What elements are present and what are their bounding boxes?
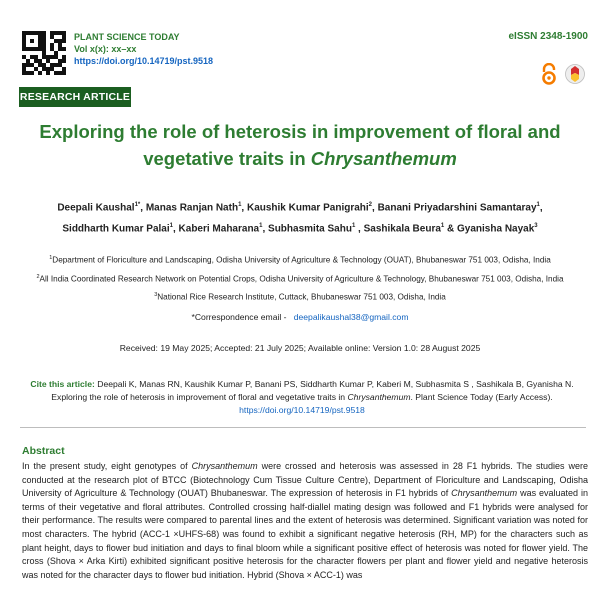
affiliation-text: Department of Floriculture and Landscaping, Odisha University of Agriculture & Technology (OUAT), Bhubaneswar 751 003, Odisha, India — [52, 255, 551, 265]
abstract-italic-term: Chrysanthemum — [191, 461, 258, 471]
affiliation-text: National Rice Research Institute, Cuttack, Bhubaneswar 751 003, Odisha, India — [157, 293, 446, 303]
author-separator: , — [539, 202, 543, 214]
author-separator: , — [140, 202, 146, 214]
author-name: Banani Priyadarshini Samantaray — [377, 202, 537, 214]
author-affiliation-mark: 1 — [440, 223, 445, 230]
author-name: Siddharth Kumar Palai — [62, 223, 170, 235]
abstract-heading: Abstract — [22, 445, 65, 457]
abstract-text-segment: In the present study, eight genotypes of — [22, 461, 192, 471]
citation-label: Cite this article: — [30, 379, 95, 389]
article-type-badge: RESEARCH ARTICLE — [19, 87, 131, 107]
author-line-2 — [20, 217, 580, 238]
author-separator: , — [372, 202, 378, 214]
citation-text-b: . Plant Science Today (Early Access). — [410, 392, 553, 402]
author-affiliation-mark: 1 — [536, 202, 540, 208]
author-affiliation-mark: 3 — [534, 223, 538, 230]
citation — [28, 378, 576, 417]
affiliation-text: All India Coordinated Research Network on Potential Crops, Odisha University of Agriculture & Technology, Bhubaneswar 751 003, Odisha, India — [39, 274, 564, 284]
article-title — [20, 118, 580, 172]
doi-link[interactable]: https://doi.org/10.14719/pst.9518 — [74, 56, 214, 66]
author-affiliation-mark: 1 — [351, 223, 356, 230]
author-affiliation-mark: 1 — [259, 223, 263, 230]
title-main: Exploring the role of heterosis in improvement of floral and vegetative traits in — [39, 121, 561, 169]
author-name: Sashikala Beura — [363, 223, 441, 235]
author-separator: , — [172, 223, 179, 235]
journal-name: PLANT SCIENCE TODAY — [74, 32, 180, 42]
journal-volume: Vol x(x): xx–xx — [74, 44, 137, 54]
affiliation-item — [20, 250, 580, 269]
author-affiliation-mark: 1* — [134, 202, 141, 208]
correspondence-label: *Correspondence email - — [191, 312, 287, 322]
affiliation-item — [20, 269, 580, 288]
citation-doi-link[interactable]: https://doi.org/10.14719/pst.9518 — [239, 405, 365, 415]
author-affiliation-mark: 1 — [238, 202, 242, 208]
affiliation-mark: 2 — [36, 273, 40, 280]
journal-header — [74, 31, 213, 67]
author-separator: & — [444, 223, 458, 235]
author-affiliation-mark: 1 — [169, 223, 173, 230]
affiliation-list — [20, 250, 580, 306]
section-divider — [20, 427, 586, 428]
author-separator: , — [262, 223, 269, 235]
received-dates: Received: 19 May 2025; Accepted: 21 July 2025; Available online: Version 1.0: 28 August 2025 — [119, 343, 481, 353]
author-affiliation-mark: 2 — [368, 202, 373, 208]
abstract-italic-term: Chrysanthemum — [451, 488, 518, 499]
abstract-text-segment: was evaluated in terms of their vegetative and floral attributes. Controlled crossing half-diallel mating design was followed and F1 hybrids were analysed for their performance. The results were compared to parental lines and the extent of heterosis was determined. Significant variation was noted for most characters. The hybrid (ACC-1 ×UHFS-68) was found to exhibit a significant negative heterosis (RH, MP) for the characters such as plant height, days to flower bud initiation and days to final bloom while a significant positive effect of heterosis was noted for flower yield. The cross (Shova × Arka Kirti) exhibited significant positive heterosis for the character flowers per plant and flower yield and negative heterosis was noted for the character days to flower bud initiation. Hybrid (Shova × ACC-1) was — [22, 488, 589, 580]
author-name: Kaushik Kumar Panigrahi — [246, 202, 369, 214]
abstract-body — [22, 460, 588, 582]
author-line-1 — [20, 196, 580, 217]
author-separator: , — [355, 223, 364, 235]
author-name: Subhasmita Sahu — [268, 223, 352, 235]
crossmark-icon[interactable] — [565, 64, 585, 84]
author-name: Kaberi Maharana — [178, 223, 260, 235]
author-name: Gyanisha Nayak — [457, 223, 535, 235]
eissn: eISSN 2348-1900 — [508, 31, 588, 42]
open-access-icon[interactable] — [540, 63, 558, 85]
correspondence-email[interactable]: deepalikaushal38@gmail.com — [293, 312, 409, 322]
author-list — [20, 196, 580, 239]
author-name: Manas Ranjan Nath — [145, 202, 239, 214]
citation-text-a: Deepali K, Manas RN, Kaushik Kumar P, Banani PS, Siddharth Kumar P, Kaberi M, Subhasmita S , Sashikala B, Gyanisha N. Exploring the role of heterosis in improvement of floral and vegetative traits in — [51, 379, 574, 402]
title-italic: Chrysanthemum — [310, 148, 457, 169]
citation-italic: Chrysanthemum — [347, 392, 411, 402]
affiliation-item — [20, 287, 580, 306]
affiliation-mark: 1 — [49, 255, 53, 261]
correspondence — [20, 312, 580, 322]
author-separator: , — [241, 202, 247, 214]
abstract-text-segment: were crossed and heterosis was assessed in 28 F1 hybrids. The studies were conducted at the research plot of BTCC (Biotechnology Cum Tissue Culture Centre), Department of Floriculture and Landscaping, Odisha University of Agriculture & Technology (OUAT) Bhubaneswar. The expression of heterosis in F1 hybrids of — [22, 461, 588, 499]
affiliation-mark: 3 — [154, 292, 158, 299]
qr-code-icon — [22, 31, 66, 75]
author-name: Deepali Kaushal — [57, 202, 135, 214]
